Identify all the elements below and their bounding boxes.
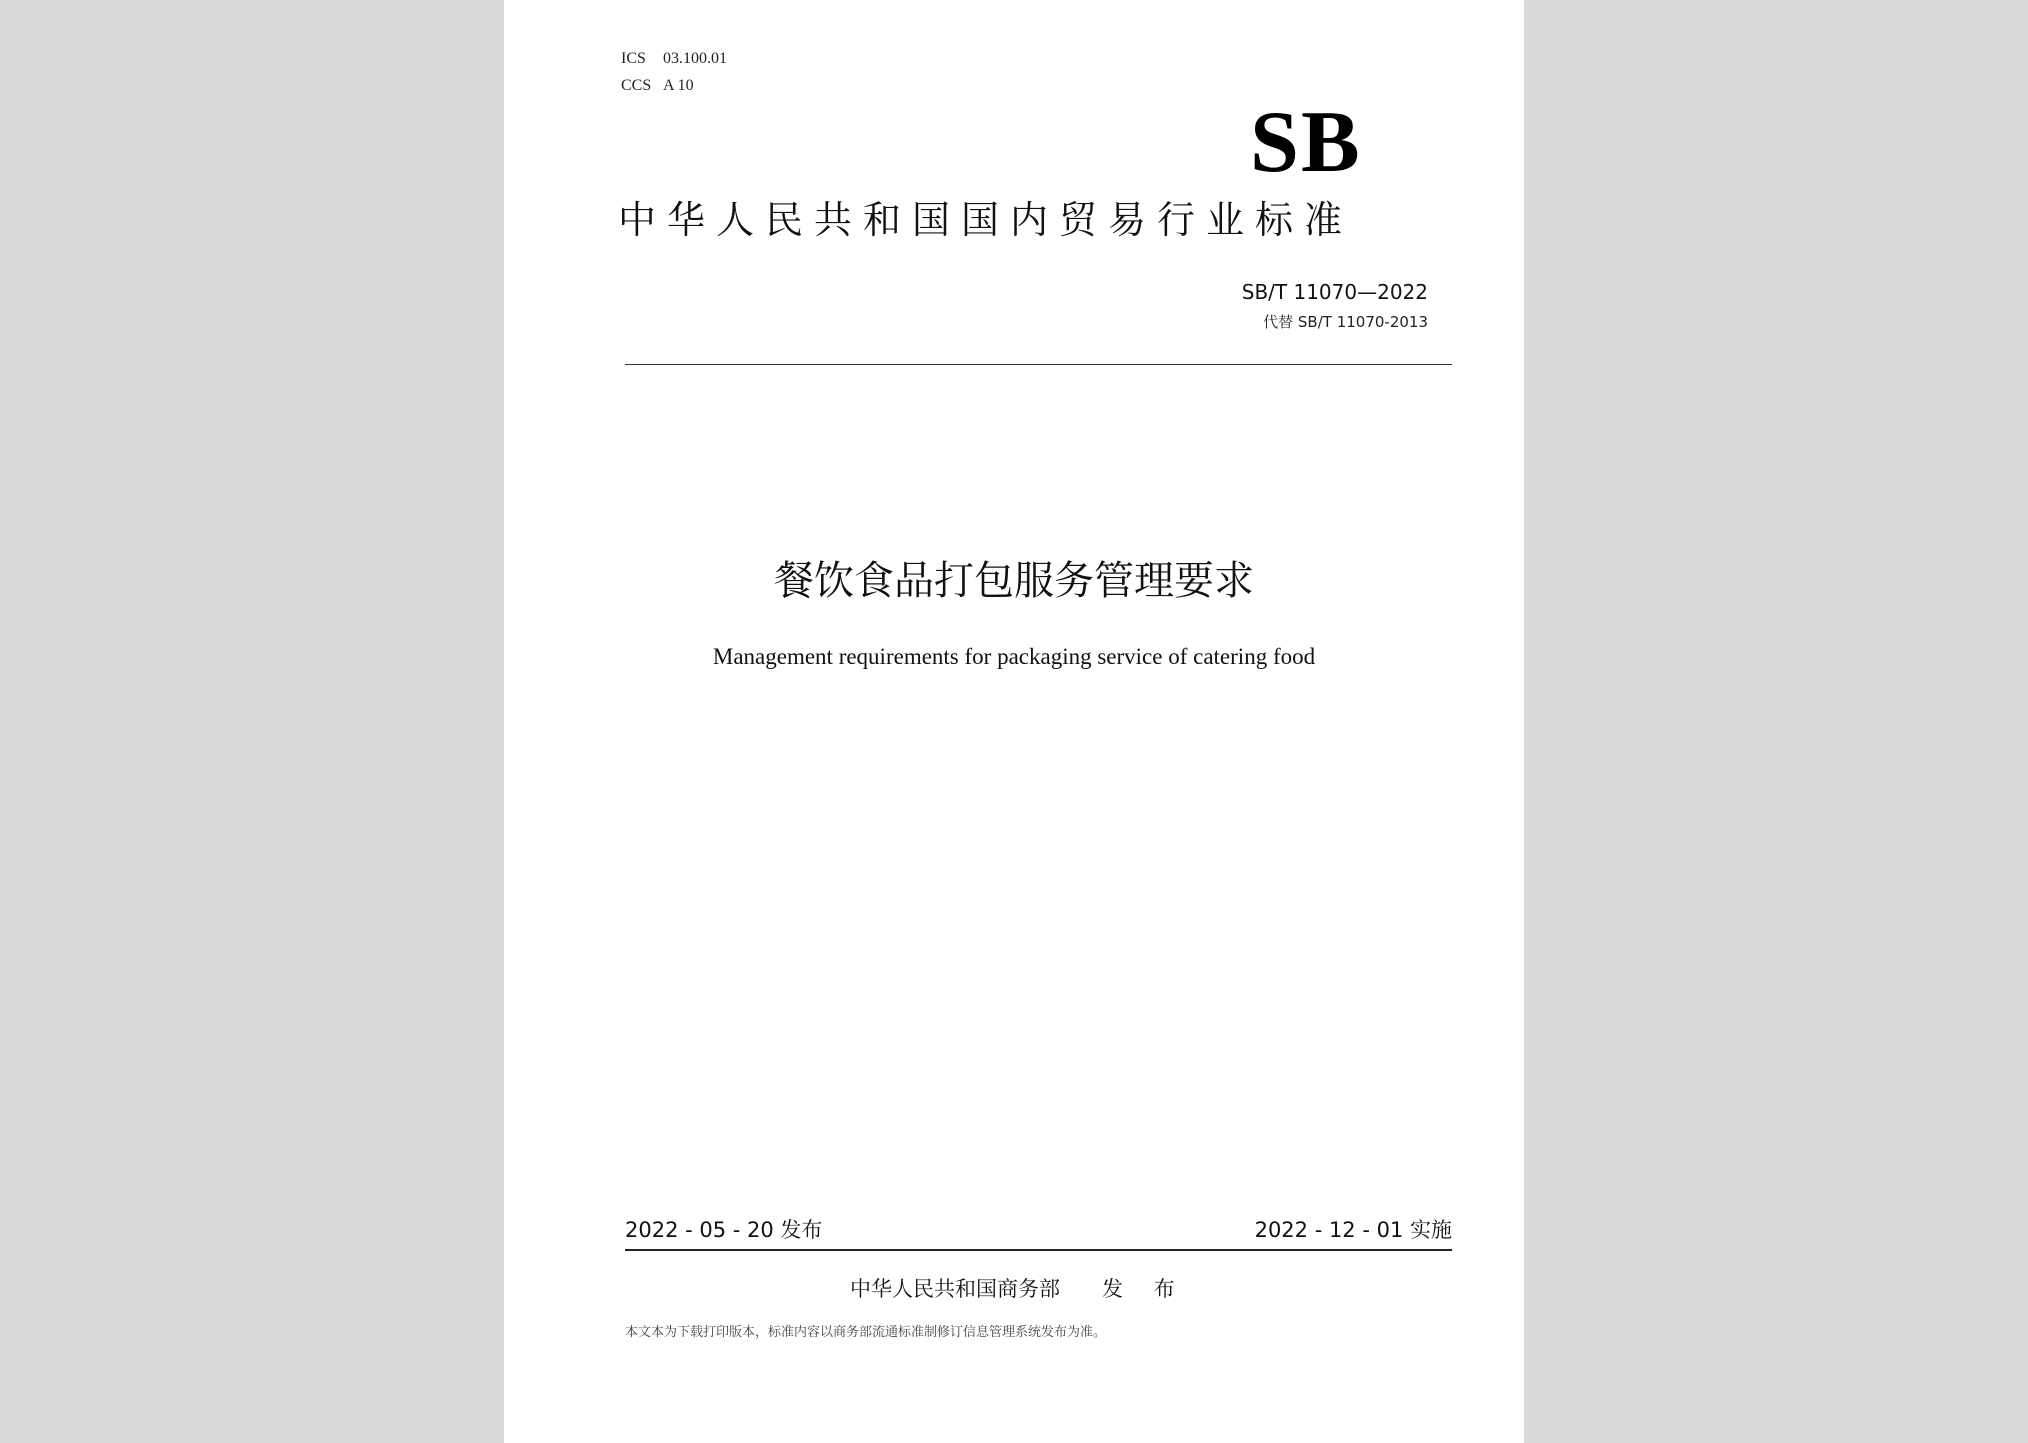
ics-classification	[621, 49, 727, 69]
standard-category-title: 中华人民共和国国内贸易行业标准	[618, 198, 1354, 242]
issue-date: 2022 - 05 - 20 发布	[625, 1218, 823, 1242]
ics-code: 03.100.01	[663, 50, 727, 67]
download-note: 本文本为下载打印版本，标准内容以商务部流通标准制修订信息管理系统发布为准。	[625, 1325, 1107, 1340]
ics-label: ICS	[621, 50, 646, 67]
replaces-standard: 代替 SB/T 11070-2013	[1263, 313, 1428, 331]
sb-logo: SB	[1250, 94, 1362, 191]
ccs-classification	[621, 76, 694, 96]
implementation-date: 2022 - 12 - 01 实施	[1254, 1218, 1452, 1242]
issuer-name: 中华人民共和国商务部	[850, 1277, 1060, 1301]
document-title-cn: 餐饮食品打包服务管理要求	[774, 558, 1254, 604]
issuing-authority	[850, 1275, 1187, 1303]
header-divider	[625, 364, 1452, 365]
standard-number: SB/T 11070—2022	[1241, 280, 1428, 304]
ccs-label: CCS	[621, 77, 652, 94]
issuer-action: 发 布	[1102, 1277, 1187, 1301]
document-page	[504, 0, 1524, 1443]
document-title-en: Management requirements for packaging service of catering food	[712, 644, 1316, 669]
ccs-code: A 10	[663, 77, 694, 94]
footer-divider	[625, 1249, 1452, 1251]
